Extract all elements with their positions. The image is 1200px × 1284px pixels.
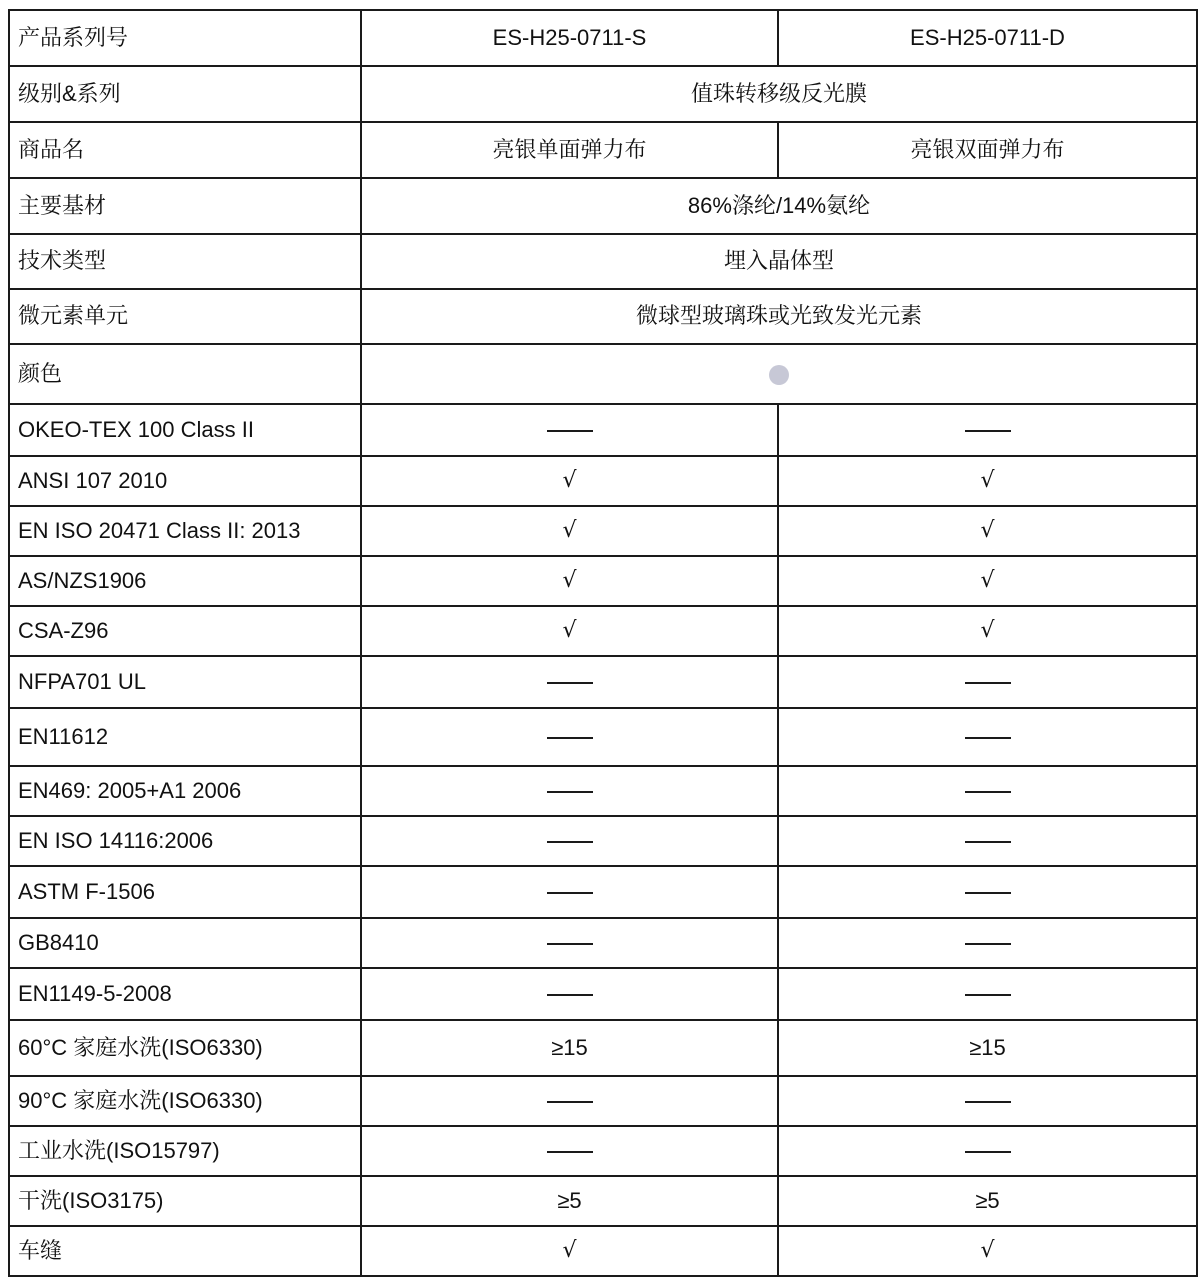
table-row: [9, 866, 1197, 918]
row-label: EN ISO 20471 Class II: 2013: [9, 506, 361, 556]
value-cell: [361, 506, 778, 556]
value-cell: [778, 708, 1197, 766]
value-cell: [361, 766, 778, 816]
row-label: 工业水洗(ISO15797): [9, 1126, 361, 1176]
not-applicable-dash: [965, 1101, 1011, 1103]
value-cell: [778, 556, 1197, 606]
row-label: EN469: 2005+A1 2006: [9, 766, 361, 816]
value-cell: [361, 918, 778, 968]
table-row: [9, 1176, 1197, 1226]
value-cell: [778, 918, 1197, 968]
table-row: [9, 708, 1197, 766]
table-row: [9, 404, 1197, 456]
cell-text: ≥15: [551, 1034, 588, 1060]
check-mark: √: [562, 568, 577, 594]
check-mark: √: [562, 1238, 577, 1264]
cell-text: 亮银单面弹力布: [492, 136, 647, 162]
value-cell: [778, 1020, 1197, 1076]
row-label: 商品名: [9, 122, 361, 178]
table-row: [9, 556, 1197, 606]
value-cell: [778, 968, 1197, 1020]
cell-text: 86%涤纶/14%氨纶: [687, 192, 871, 218]
check-mark: √: [562, 468, 577, 494]
cell-text: ES-H25-0711-S: [492, 24, 647, 50]
row-label: 90°C 家庭水洗(ISO6330): [9, 1076, 361, 1126]
value-cell: [361, 1176, 778, 1226]
value-cell: [361, 66, 1197, 122]
row-label: EN ISO 14116:2006: [9, 816, 361, 866]
spec-table-body: [9, 10, 1197, 1276]
value-cell: [778, 656, 1197, 708]
row-label: 技术类型: [9, 234, 361, 289]
table-row: [9, 656, 1197, 708]
row-label: OKEO-TEX 100 Class II: [9, 404, 361, 456]
value-cell: [361, 606, 778, 656]
value-cell: [361, 456, 778, 506]
value-cell: [778, 456, 1197, 506]
table-row: [9, 289, 1197, 344]
value-cell: [778, 1076, 1197, 1126]
table-row: [9, 1020, 1197, 1076]
check-mark: √: [980, 468, 995, 494]
color-swatch: [769, 365, 789, 385]
cell-text: 值珠转移级反光膜: [690, 80, 867, 106]
value-cell: [361, 708, 778, 766]
value-cell: [361, 404, 778, 456]
not-applicable-dash: [965, 682, 1011, 684]
cell-text: ≥5: [557, 1187, 582, 1213]
value-cell: [361, 968, 778, 1020]
value-cell: [778, 506, 1197, 556]
row-label: NFPA701 UL: [9, 656, 361, 708]
row-label: CSA-Z96: [9, 606, 361, 656]
table-row: [9, 766, 1197, 816]
value-cell: [778, 1226, 1197, 1276]
not-applicable-dash: [547, 1101, 593, 1103]
value-cell: [361, 1226, 778, 1276]
cell-text: 埋入晶体型: [723, 248, 834, 274]
row-label: 颜色: [9, 344, 361, 404]
value-cell: [361, 289, 1197, 344]
value-cell: [361, 234, 1197, 289]
not-applicable-dash: [965, 737, 1011, 739]
table-row: [9, 918, 1197, 968]
not-applicable-dash: [547, 791, 593, 793]
not-applicable-dash: [547, 737, 593, 739]
row-label: EN1149-5-2008: [9, 968, 361, 1020]
value-cell: [778, 122, 1197, 178]
row-label: GB8410: [9, 918, 361, 968]
check-mark: √: [562, 618, 577, 644]
cell-text: ES-H25-0711-D: [910, 24, 1065, 50]
table-row: [9, 968, 1197, 1020]
value-cell: [361, 656, 778, 708]
table-row: [9, 1126, 1197, 1176]
check-mark: √: [980, 518, 995, 544]
check-mark: √: [980, 618, 995, 644]
not-applicable-dash: [965, 892, 1011, 894]
value-cell: [361, 866, 778, 918]
row-label: 干洗(ISO3175): [9, 1176, 361, 1226]
not-applicable-dash: [965, 791, 1011, 793]
not-applicable-dash: [547, 943, 593, 945]
row-label: ASTM F-1506: [9, 866, 361, 918]
table-row: [9, 10, 1197, 66]
not-applicable-dash: [547, 994, 593, 996]
not-applicable-dash: [547, 430, 593, 432]
table-row: [9, 1076, 1197, 1126]
row-label: AS/NZS1906: [9, 556, 361, 606]
not-applicable-dash: [965, 943, 1011, 945]
value-cell: [778, 10, 1197, 66]
value-cell: [361, 178, 1197, 234]
value-cell: [361, 1076, 778, 1126]
table-row: [9, 66, 1197, 122]
row-label: 级别&系列: [9, 66, 361, 122]
not-applicable-dash: [965, 1151, 1011, 1153]
cell-text: ≥5: [975, 1187, 1000, 1213]
value-cell: [361, 556, 778, 606]
value-cell: [778, 1176, 1197, 1226]
cell-text: ≥15: [969, 1034, 1006, 1060]
value-cell: [778, 816, 1197, 866]
table-row: [9, 178, 1197, 234]
row-label: 60°C 家庭水洗(ISO6330): [9, 1020, 361, 1076]
row-label: 车缝: [9, 1226, 361, 1276]
table-row: [9, 816, 1197, 866]
table-row: [9, 1226, 1197, 1276]
not-applicable-dash: [547, 892, 593, 894]
not-applicable-dash: [965, 994, 1011, 996]
value-cell: [361, 1020, 778, 1076]
not-applicable-dash: [547, 841, 593, 843]
value-cell: [778, 404, 1197, 456]
row-label: ANSI 107 2010: [9, 456, 361, 506]
table-row: [9, 456, 1197, 506]
value-cell: [778, 606, 1197, 656]
not-applicable-dash: [965, 430, 1011, 432]
row-label: EN11612: [9, 708, 361, 766]
value-cell: [361, 1126, 778, 1176]
table-row: [9, 506, 1197, 556]
value-cell: [361, 10, 778, 66]
check-mark: √: [980, 568, 995, 594]
row-label: 微元素单元: [9, 289, 361, 344]
table-row: [9, 606, 1197, 656]
cell-text: 亮银双面弹力布: [910, 136, 1065, 162]
value-cell: [778, 866, 1197, 918]
check-mark: √: [980, 1238, 995, 1264]
value-cell: [778, 1126, 1197, 1176]
check-mark: √: [562, 518, 577, 544]
table-row: [9, 344, 1197, 404]
color-cell: [361, 344, 1197, 404]
value-cell: [778, 766, 1197, 816]
not-applicable-dash: [965, 841, 1011, 843]
table-row: [9, 234, 1197, 289]
row-label: 产品系列号: [9, 10, 361, 66]
not-applicable-dash: [547, 1151, 593, 1153]
value-cell: [361, 122, 778, 178]
value-cell: [361, 816, 778, 866]
not-applicable-dash: [547, 682, 593, 684]
spec-table: [8, 9, 1198, 1277]
cell-text: 微球型玻璃珠或光致发光元素: [635, 303, 922, 329]
row-label: 主要基材: [9, 178, 361, 234]
table-row: [9, 122, 1197, 178]
